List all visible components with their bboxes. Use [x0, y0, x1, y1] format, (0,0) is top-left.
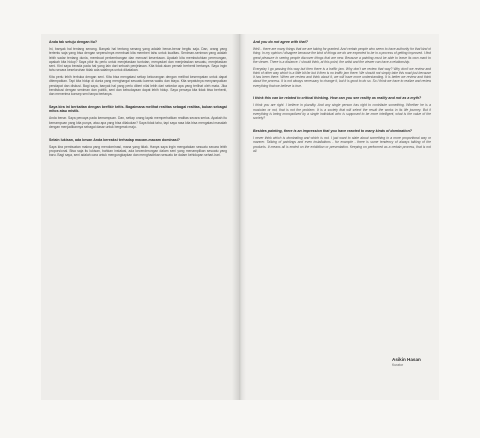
author-name: Asikin Hasan [392, 357, 421, 362]
answer-paragraph: Everyday I go passing this way but then there is a traffic jam. Why don't we review that way? Why don't we review and think of other way which is a little bit far but it then is no traffic jam there. We should not simply take this road just because it has been there. When we review and think about it, we will have more understanding. It is better we review and think about the process. It is not always necessary to change it, but it is good to do so. So I think we have to realize and review everything that we believe is true. [253, 66, 431, 88]
left-column-indonesian [49, 40, 227, 394]
question-heading-2: Saya kira ini berkaitan dengan berfikir kritis. Bagaimana melihat realitas sebagai realitas, bukan sebagai mitos atau mistik. [49, 104, 227, 114]
answer-paragraph: Saya kira pembuatan makna yang mendominasi, mana yang tidak. Hanya saya ingin mengatakan sesuatu secara lebih proporsional. Bisa saja itu lukisan, bahkan instalasi, ada kecenderungan dalam seni yang menampilkan sesuatu yang baru. Bagi saya, seni adalah cara untuk mengungkapkan dan menghadirkan sesuatu ke dalam kehidupan sehari-hari. [49, 144, 227, 158]
author-signature [392, 357, 436, 367]
answer-paragraph: Well... there are many things that we are taking for granted. And certain people who seem to have authority for that kind of thing. In my opinion I disagree because the kind of things we do are expected to be in a process of getting improved. I find great pleasure in seeing people discover things that are new. Because a painting must be able to leave its own mark to the viewer. There is a distance. I should think, at this point, the artist and the viewer can have a relationship. [253, 47, 431, 64]
question-heading-2: I think this can be related to critical thinking. How can you see reality as reality and not as a myth? [253, 96, 422, 101]
right-column-english [253, 40, 431, 394]
answer-paragraph: I think you are right. I believe in plurality. And any single person has right to contribute something. Whether he is a musician or not, that is not the problem. It is a society that will select the result the works in its life journey. But if everything is being monopolized by a single individual who is supposed to be more intelligent, what is the value of the society? [253, 103, 431, 121]
author-role: Kurator [392, 362, 404, 367]
question-heading-1: Anda tak setuju dengan itu? [49, 40, 98, 44]
answer-paragraph: I never think which is dominating and which is not. I just want to state about something in a more proportional way or manner. Talking of paintings and even installations - for example - there is some tendency of always talking of the products. It means all is ended on the exhibition or presentation. Keeping on performed as a certain process, that is not all. [253, 136, 431, 153]
answer-paragraph: Anda benar. Saya percaya pada kemampuan. Dan, setiap orang layak memperhatikan realitas secara serius. Apakah itu kemampuan yang kita punya, atau apa yang bisa dilakukan? Saya tidak tahu, tapi saya rasa kita bisa mengatasi masalah dengan menjadikannya sebagai dasar untuk bergerak maju. [49, 116, 227, 129]
question-heading-1: And you do not agree with that? [253, 40, 308, 44]
page-gutter [232, 34, 246, 400]
answer-paragraph: Ini, banyak hal tentang senang. Banyak hal tentang senang yang adalah benar-benar begitu saja. Dan, orang yang tertentu saja yang bisa dengan sepenuhnya membuat kita memberi tahu untuk kualitas. Seniman-seniman yang adalah lebih sadar tentang dunia, membuat perkembangan dan mencari keseriusan. Apakah kita membutuhkan perenungan, apakah kita hidup? Saya pikir itu perlu untuk menjelaskan tuntutan, menyadari dan menjelaskan sesuatu, menjelaskan seni. Kini saya berada pada hal yang lain dari sebuah penjelasan. Kita tidak akan pernah berhenti bertanya. Saya ingin tahu secara keseluruhan tidak ada salahnya untuk dikatakan. [49, 47, 227, 73]
answer-paragraph: Kita perlu lebih terbuka dengan seni. Kita bisa mengatasi setiap kekurangan dengan melihat kesempatan untuk dapat ditempatkan. Tapi kita hidup di dunia yang menghargai sesuatu karena waktu dan biaya. Kita sepatutnya menyampaikan pendapat dan diskusi. Bagi saya, banyak hal yang perlu diberi nilai lebih dari sekedar apa yang terlihat oleh mata. Jika berdiskusi dengan seniman dan publik, seni dan kebudayaan dapat lebih hidup. Saya percaya kita tidak bisa berhenti, dan menerima konsep seni tanpa bertanya. [49, 75, 227, 97]
question-heading-3: Besides painting, there is an impression that you have reacted to many kinds of domination? [253, 129, 412, 134]
question-heading-3: Selain lukisan, ada kesan Anda bereaksi terhadap macam-macam dominasi? [49, 137, 180, 142]
